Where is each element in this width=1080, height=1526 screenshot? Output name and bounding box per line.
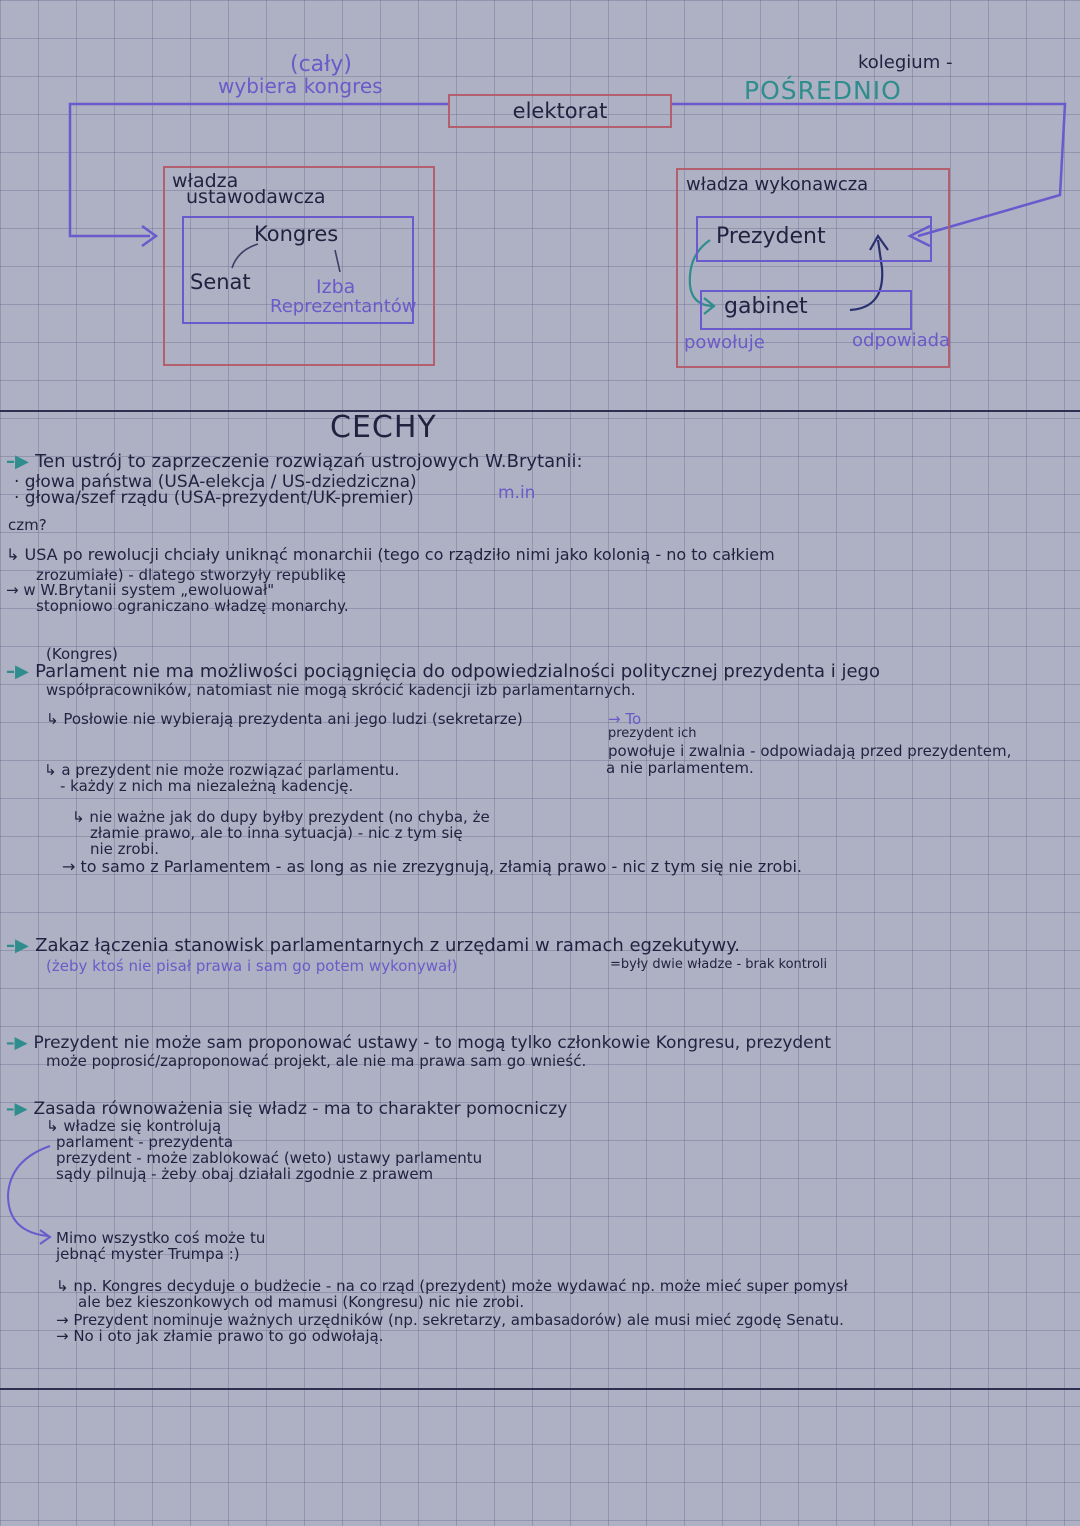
kongres-label: Kongres xyxy=(254,222,339,246)
section3-line3: =były dwie władze - brak kontroli xyxy=(610,957,828,972)
s4-l1-text: Prezydent nie może sam proponować ustawy - to mogą tylko członkowie Kongresu, prezydent xyxy=(33,1033,832,1053)
section1-line3: · głowa/szef rządu (USA-prezydent/UK-premier) xyxy=(14,488,414,508)
powoluje-label: powołuje xyxy=(684,332,765,353)
section4-line1 xyxy=(6,1034,831,1053)
section1-line1 xyxy=(6,452,583,472)
teal-arrow-icon: –▶ xyxy=(6,451,36,472)
divider-top xyxy=(0,410,1080,412)
prezydent-label: Prezydent xyxy=(716,224,826,249)
section2-line2: współpracowników, natomiast nie mogą skrócić kadencji izb parlamentarnych. xyxy=(46,681,636,699)
s1-l1-text: Ten ustrój to zaprzeczenie rozwiązań ustrojowych W.Brytanii: xyxy=(35,451,583,472)
odpowiada-label: odpowiada xyxy=(852,330,951,351)
section1-czm: czm? xyxy=(8,516,47,534)
reprezentantow-label: Reprezentantów xyxy=(270,296,417,317)
section5-line10: → Prezydent nominuje ważnych urzędników (np. sekretarzy, ambasadorów) ale musi mieć zgodę Senatu. xyxy=(56,1311,844,1329)
section5-line2: ↳ władze się kontrolują xyxy=(46,1117,222,1135)
section2-line9: → to samo z Parlamentem - as long as nie zrezygnują, złamią prawo - nic z tym się nie zrobi. xyxy=(62,857,803,876)
section4-line2: może poprosić/zaproponować projekt, ale nie ma prawa sam go wnieść. xyxy=(46,1052,587,1070)
section5-line4: prezydent - może zablokować (weto) ustawy parlamentu xyxy=(56,1149,483,1167)
section2-kongres: (Kongres) xyxy=(46,645,118,663)
section3-line1 xyxy=(6,936,740,956)
section5-line7: jebnąć myster Trumpa :) xyxy=(56,1245,240,1263)
divider-bottom xyxy=(0,1388,1080,1390)
teal-arrow-icon: –▶ xyxy=(6,661,36,682)
section5-line1 xyxy=(6,1100,567,1119)
section2-line7: złamie prawo, ale to inna sytuacja) - nic z tym się xyxy=(90,824,463,842)
section2-to: → To xyxy=(608,710,642,728)
legislative-title-1: władza xyxy=(172,170,239,192)
teal-arrow-icon: –▶ xyxy=(6,1033,34,1053)
bracket-arrow xyxy=(0,1140,60,1250)
section1-min: m.in xyxy=(498,483,536,503)
s2-l1-text: Parlament nie ma możliwości pociągnięcia do odpowiedzialności politycznej prezydenta i jego xyxy=(35,661,880,682)
s5-l1-text: Zasada równoważenia się władz - ma to charakter pomocniczy xyxy=(33,1099,568,1119)
izba-label: Izba xyxy=(316,276,356,298)
section5-line8: ↳ np. Kongres decyduje o budżecie - na co rząd (prezydent) może wydawać np. może mieć super pomysł xyxy=(56,1277,848,1295)
section2-r3: a nie parlamentem. xyxy=(606,759,754,777)
senat-label: Senat xyxy=(190,270,251,294)
posrednio-label: POŚREDNIO xyxy=(744,76,902,105)
section2-line6: ↳ nie ważne jak do dupy byłby prezydent (no chyba, że xyxy=(72,808,490,826)
section1-line6: zrozumiałe) - dlatego stworzyły republikę xyxy=(36,566,346,584)
elektorat-box xyxy=(448,94,672,128)
section5-line9: ale bez kieszonkowych od mamusi (Kongresu) nic nie zrobi. xyxy=(78,1293,525,1311)
section2-r1: prezydent ich xyxy=(608,726,697,741)
section2-line4: ↳ a prezydent nie może rozwiązać parlamentu. xyxy=(44,761,400,779)
teal-arrow-icon: –▶ xyxy=(6,1099,34,1119)
section1-line8: stopniowo ograniczano władzę monarchy. xyxy=(36,597,349,615)
cechy-title: CECHY xyxy=(330,410,437,445)
gabinet-label: gabinet xyxy=(724,294,808,319)
section1-line7: → w W.Brytanii system „ewoluował" xyxy=(6,581,275,599)
legislative-title-2: ustawodawcza xyxy=(186,186,326,208)
section2-line8: nie zrobi. xyxy=(90,840,160,858)
section2-line5: - każdy z nich ma niezależną kadencję. xyxy=(60,777,354,795)
s3-l1-text: Zakaz łączenia stanowisk parlamentarnych z urzędami w ramach egzekutywy. xyxy=(35,935,741,956)
section1-line2: · głowa państwa (USA-elekcja / US-dziedziczna) xyxy=(14,472,417,492)
section1-line5: ↳ USA po rewolucji chciały uniknąć monarchii (tego co rządziło nimi jako kolonią - no to całkiem xyxy=(6,545,775,564)
section5-line5: sądy pilnują - żeby obaj działali zgodnie z prawem xyxy=(56,1165,434,1183)
caly-label: (cały) xyxy=(290,52,353,77)
kolegium-label: kolegium - xyxy=(858,52,953,73)
section3-line2: (żeby ktoś nie pisał prawa i sam go potem wykonywał) xyxy=(46,957,458,975)
section2-r2: powołuje i zwalnia - odpowiadają przed prezydentem, xyxy=(608,742,1012,760)
section5-line6: Mimo wszystko coś może tu xyxy=(56,1229,266,1247)
section2-line1 xyxy=(6,662,880,682)
section2-line3: ↳ Posłowie nie wybierają prezydenta ani jego ludzi (sekretarze) xyxy=(46,710,523,728)
teal-arrow-icon: –▶ xyxy=(6,935,36,956)
elektorat-label: elektorat xyxy=(512,99,608,123)
section5-line3: parlament - prezydenta xyxy=(56,1133,234,1151)
executive-title: władza wykonawcza xyxy=(686,174,869,195)
section5-line11: → No i oto jak złamie prawo to go odwołają. xyxy=(56,1327,384,1345)
wybiera-kongres-label: wybiera kongres xyxy=(218,74,383,98)
